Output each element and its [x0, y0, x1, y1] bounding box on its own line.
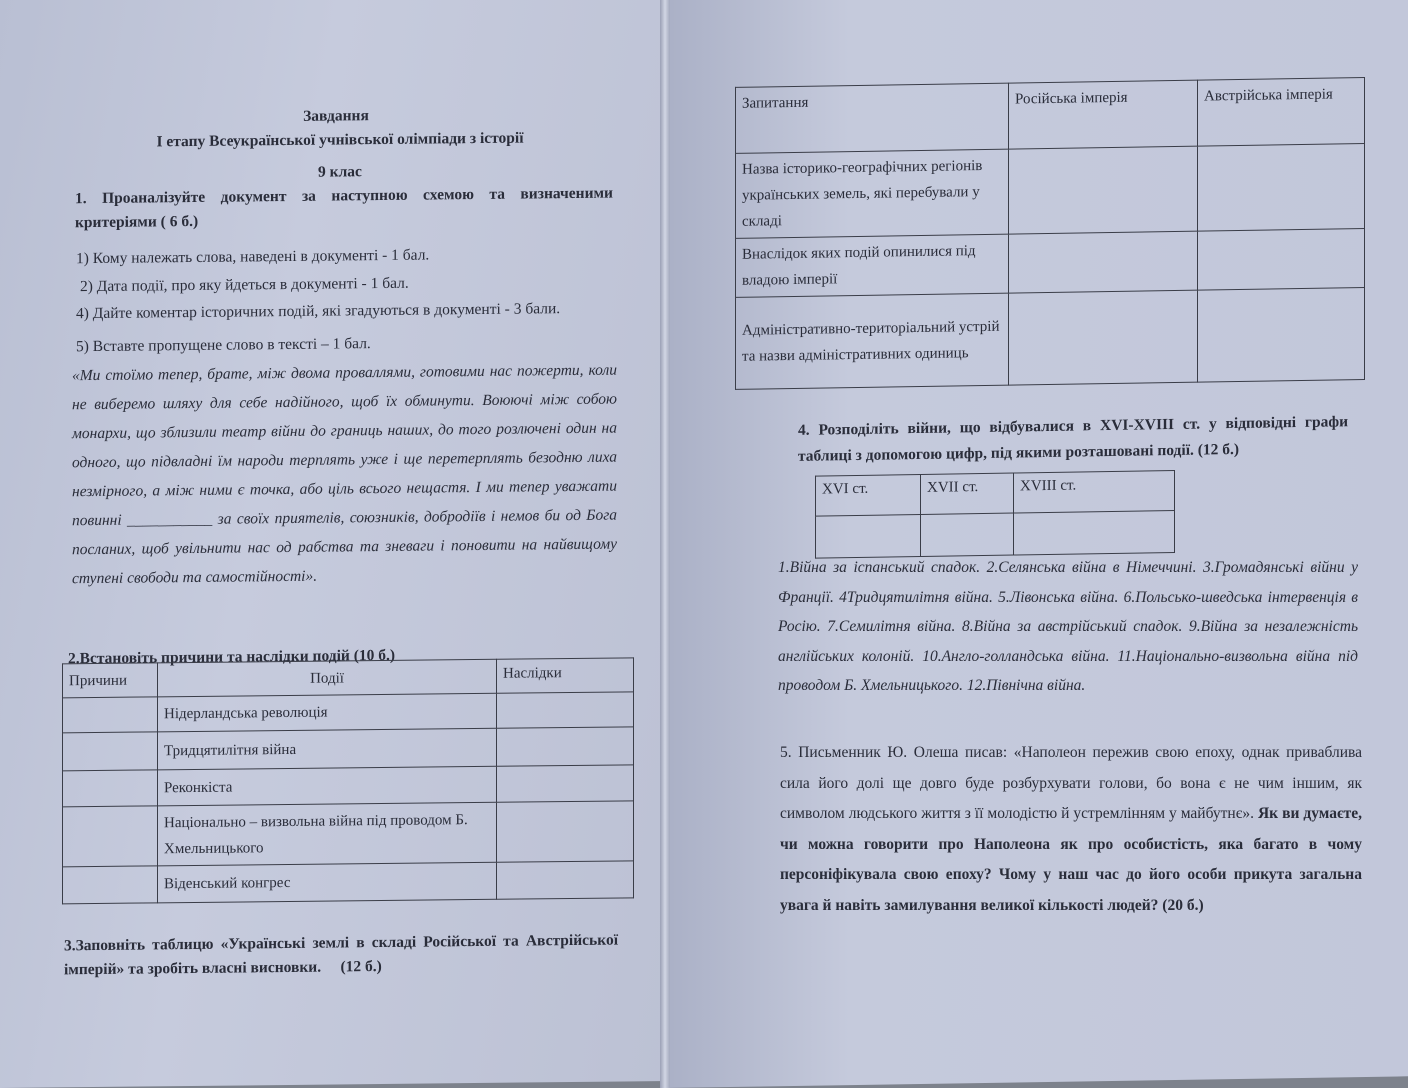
answer-cell[interactable] [1198, 228, 1365, 290]
wars-list: 1.Війна за іспанський спадок. 2.Селянська війна в Німеччині. 3.Громадянські війни у Франції. 4Тридцятилітня війна. 5.Лівонська війна. 6.Польсько-шведська інтервенція в Росію. 7.Семилітня війна. 8.Війна за австрійський спадок. 9.Війна за незалежність англійських колоній. 10.Англо-голландська війна. 11.Національно-визвольна війна під проводом Б. Хмельницького. 12.Північна війна. [778, 559, 1358, 694]
page-fold [660, 0, 670, 1088]
right-page [664, 0, 1408, 1088]
task5-intro: 5. Письменник Ю. Олеша писав: «Наполеон пережив свою епоху, однак приваблива сила його долі ще довго буде розбурхувати голови, бо вона є не чим іншим, як символом людського життя з її молодістю й устремлінням у майбутнє». [780, 744, 1362, 822]
answer-cell[interactable] [1009, 290, 1198, 385]
task2-heading: 2.Встановіть причини та наслідки подій (10 б.) [68, 646, 396, 668]
task1-item: 1) Кому належать слова, наведені в документі - 1 бал. [76, 246, 430, 268]
answer-cell[interactable] [921, 513, 1014, 556]
answer-cell[interactable] [1198, 287, 1365, 382]
effect-cell[interactable] [497, 861, 634, 899]
cause-cell[interactable] [63, 866, 158, 904]
cause-cell[interactable] [63, 732, 158, 771]
event-cell: Віденський конгрес [158, 862, 497, 903]
effect-cell[interactable] [497, 765, 634, 802]
header-events: Події [158, 659, 497, 697]
effect-cell[interactable] [497, 692, 634, 728]
task3-points: (12 б.) [340, 958, 382, 976]
answer-cell[interactable] [1198, 143, 1365, 231]
answer-cell[interactable] [1014, 510, 1175, 555]
task5 [780, 738, 1362, 921]
answer-cell[interactable] [816, 514, 921, 558]
doc-subtitle: І етапу Всеукраїнської учнівської олімпіади з історії [156, 129, 524, 151]
cause-cell[interactable] [63, 806, 158, 867]
header-xviii: XVIII ст. [1014, 470, 1175, 513]
task1-item: 5) Вставте пропущене слово в тексті – 1 бал. [76, 335, 371, 356]
task1-item: 4) Дайте коментар історичних подій, які згадуються в документі - 3 бали. [76, 300, 561, 323]
event-cell: Національно – визвольна війна під проводом Б. Хмельницького [158, 802, 497, 866]
grade: 9 клас [318, 163, 362, 181]
header-austrian-empire: Австрійська імперія [1198, 77, 1365, 146]
header-xvi: XVI ст. [816, 474, 921, 516]
event-cell: Реконкіста [158, 766, 497, 806]
doc-title: Завдання [303, 107, 369, 125]
left-page [0, 0, 668, 1088]
header-question: Запитання [736, 83, 1009, 153]
task4-heading: 4. Розподіліть війни, що відбувалися в XVI-XVIII ст. у відповідні графи таблиці з допомогою цифр, під якими розташовані події. (12 б.) [798, 413, 1348, 465]
task3-text: 3.Заповніть таблицю «Українські землі в складі Російської та Австрійської імперій» та зробіть власні висновки. [64, 931, 618, 979]
task3-heading [64, 929, 618, 983]
header-xvii: XVII ст. [921, 473, 1014, 514]
task1-heading: 1. Проаналізуйте документ за наступною схемою та визначеними критеріями ( 6 б.) [75, 184, 613, 232]
header-causes: Причини [63, 663, 158, 698]
header-effects: Наслідки [497, 658, 634, 693]
answer-cell[interactable] [1009, 146, 1198, 234]
event-cell: Тридцятилітня війна [158, 728, 497, 770]
task5-question: Як ви думаєте, чи можна говорити про Наполеона як про особистість, яка багато в чому персоніфікувала свою епоху? Чому у наш час до його особи прикута загальна увага й навіть замилування великої кількості людей? (20 б.) [780, 805, 1363, 914]
question-cell: Назва історико-географічних регіонів українських земель, які перебували у складі [736, 149, 1009, 238]
header-russian-empire: Російська імперія [1009, 80, 1198, 149]
question-cell: Внаслідок яких подій опинилися під владою імперії [736, 234, 1009, 297]
event-cell: Нідерландська революція [158, 693, 497, 732]
answer-cell[interactable] [1009, 231, 1198, 293]
document-quote: «Ми стоїмо тепер, брате, між двома проваллями, готовими нас пожерти, коли не виберемо шляху для себе надійного, щоб їх обминути. Воюючі між собою монархи, що зблизили театр війни до границь наших, до того розлючені один на одного, що підвладні їм народи терплять уже і ще перетерплять безодню лиха незмірного, а між ними є точка, або ціль всього нещастя. І ми тепер уважати повинні ___________ за своїх приятелів, союзників, добродіїв і немов би од Бога посланих, щоб увільнити нас од рабства та зневаги і поновити на найвищому ступені свободи та самостійності». [72, 361, 617, 588]
cause-cell[interactable] [63, 697, 158, 733]
effect-cell[interactable] [497, 727, 634, 766]
cause-cell[interactable] [63, 770, 158, 807]
task1-item: 2) Дата події, про яку йдеться в документі - 1 бал. [80, 274, 409, 296]
centuries-table [815, 470, 1175, 559]
causes-effects-table [62, 657, 634, 904]
effect-cell[interactable] [497, 801, 634, 862]
empires-table [735, 77, 1365, 390]
question-cell: Адміністративно-територіальний устрій та назви адміністративних одиниць [736, 293, 1009, 389]
